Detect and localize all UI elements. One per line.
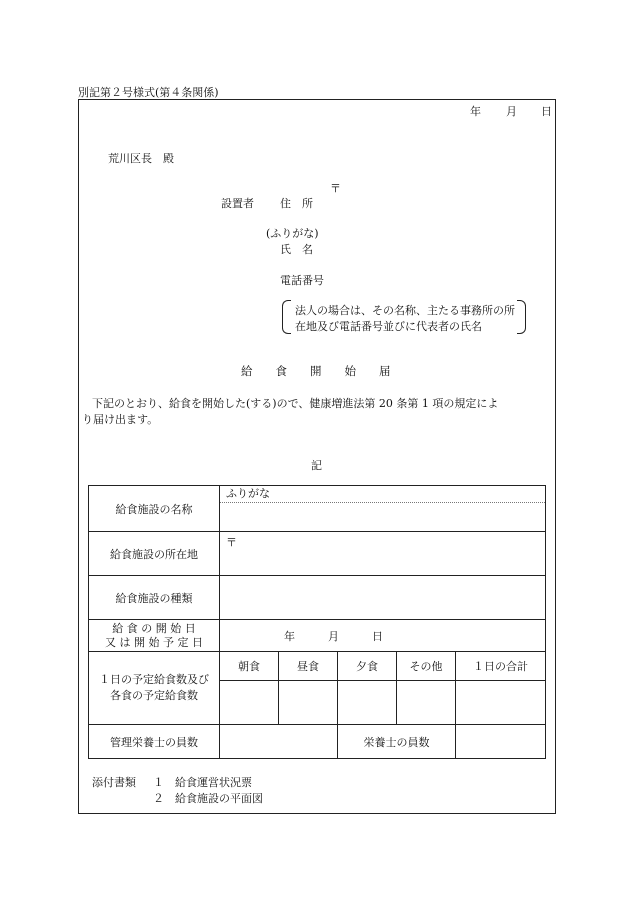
addressee: 荒川区長 殿 [108, 152, 174, 165]
doc-title: 給 食 開 始 届 [241, 364, 391, 378]
meals-label-line1: １日の予定給食数及び [99, 673, 209, 686]
other-value [397, 681, 456, 725]
col-other: その他 [397, 652, 456, 681]
start-date-label [89, 620, 220, 652]
bracket-left [282, 300, 291, 334]
furigana-label: (ふりがな) [266, 227, 319, 240]
phone-label: 電話番号 [280, 274, 324, 287]
applicant-role-label: 設置者 [221, 197, 254, 210]
start-date-cell [220, 620, 546, 652]
facility-name-label: 給食施設の名称 [89, 486, 220, 532]
date-month: 月 [506, 105, 517, 118]
details-table [88, 485, 546, 759]
col-daily-total: １日の合計 [456, 652, 546, 681]
meals-label-line2: 各食の予定給食数 [110, 689, 198, 702]
attachments-label: 添付書類 [92, 776, 136, 789]
nutritionist-label: 栄養士の員数 [338, 725, 456, 759]
bracket-right [517, 300, 526, 334]
lunch-value [279, 681, 338, 725]
col-lunch: 昼食 [279, 652, 338, 681]
dietitian-value [220, 725, 338, 759]
date-day: 日 [541, 105, 552, 118]
meals-label [89, 652, 220, 725]
name-label: 氏 名 [280, 243, 313, 256]
ki-label: 記 [311, 459, 322, 472]
attachment-item-1: １ 給食運営状況票 [153, 776, 252, 789]
date-year: 年 [470, 105, 481, 118]
form-label: 別記第２号様式(第４条関係) [78, 86, 219, 99]
nutritionist-value [456, 725, 546, 759]
start-label-line1: 給 食 の 開 始 日 [112, 621, 196, 635]
dinner-value [338, 681, 397, 725]
type-label: 給食施設の種類 [89, 576, 220, 620]
dietitian-label: 管理栄養士の員数 [89, 725, 220, 759]
body-line1: 下記のとおり、給食を開始した(する)ので、健康増進法第 20 条第 1 項の規定によ [92, 397, 499, 410]
facility-name-cell [220, 486, 546, 532]
postal-mark: 〒 [330, 182, 341, 195]
daily-total-value [456, 681, 546, 725]
attachment-item-2: ２ 給食施設の平面図 [153, 792, 263, 805]
col-breakfast: 朝食 [220, 652, 279, 681]
type-cell [220, 576, 546, 620]
furigana-text: ふりがな [220, 486, 545, 503]
body-line2: り届け出ます。 [82, 413, 159, 426]
col-dinner: 夕食 [338, 652, 397, 681]
corp-note-line2: 在地及び電話番号並びに代表者の氏名 [295, 320, 482, 333]
corp-note-line1: 法人の場合は、その名称、主たる事務所の所 [295, 304, 515, 317]
start-date-value: 年 月 日 [284, 629, 383, 643]
location-cell [220, 532, 546, 576]
breakfast-value [220, 681, 279, 725]
location-label: 給食施設の所在地 [89, 532, 220, 576]
location-postal-mark: 〒 [226, 536, 237, 549]
start-label-line2: 又 は 開 始 予 定 日 [105, 635, 203, 649]
address-label: 住 所 [280, 197, 313, 210]
